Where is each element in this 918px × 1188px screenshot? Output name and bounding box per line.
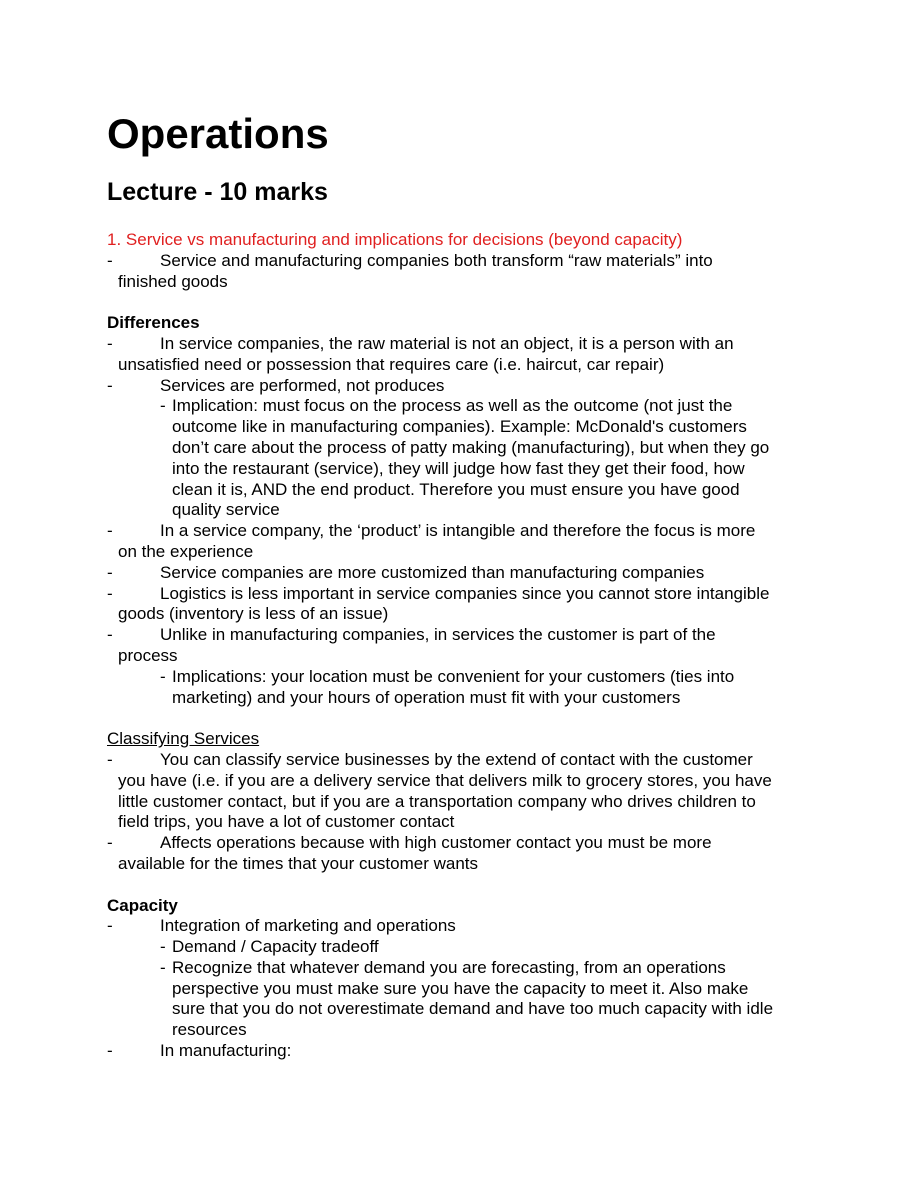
text-line: sure that you do not overestimate demand and have too much capacity with idle [172,999,774,1019]
sub-bullet-item [107,937,812,958]
bullet-dash: - [107,375,113,395]
text-line: Implications: your location must be convenient for your customers (ties into [172,666,735,686]
bullet-item [107,1041,812,1062]
bullet-text: Services are performed, not produces [160,375,445,395]
document-subtitle: Lecture - 10 marks [107,178,328,206]
blank-line [107,292,812,313]
bullet-item [107,584,812,605]
text-line: Recognize that whatever demand you are forecasting, from an operations [172,957,726,977]
bullet-item [107,833,812,854]
text-line: into the restaurant (service), they will judge how fast they get their food, how [172,458,745,478]
bullet-continuation: field trips, you have a lot of customer contact [118,812,455,832]
bullet-continuation: finished goods [118,271,228,291]
text-line: clean it is, AND the end product. Therefore you must ensure you have good [172,479,740,499]
bullet-dash: - [107,583,113,603]
document-body [107,230,812,1062]
bullet-text: You can classify service businesses by the extend of contact with the customer [160,749,753,769]
bullet-text: Affects operations because with high customer contact you must be more [160,833,712,853]
bullet-dash: - [107,250,113,270]
bullet-dash: - [107,833,113,853]
sub-bullet-item [107,667,812,709]
bullet-dash: - [107,333,113,353]
bullet-text: Service and manufacturing companies both transform “raw materials” into [160,250,713,270]
bullet-text: Unlike in manufacturing companies, in services the customer is part of the [160,625,716,645]
document-title: Operations [107,110,329,157]
text-line: don’t care about the process of patty making (manufacturing), but when they go [172,437,770,457]
sub-bullet-dash: - [160,666,166,686]
classifying-heading: Classifying Services [107,729,260,749]
text-line: quality service [172,500,280,520]
bullet-item [107,916,812,937]
bullet-continuation: process [118,645,178,665]
bullet-continuation: you have (i.e. if you are a delivery service that delivers milk to grocery stores, you have [118,770,772,790]
bullet-item [107,376,812,397]
text-line: resources [172,1020,247,1040]
sub-bullet-text: Demand / Capacity tradeoff [172,937,379,957]
sub-bullet-item [107,396,812,521]
bullet-continuation: unsatisfied need or possession that requires care (i.e. haircut, car repair) [118,354,665,374]
sub-bullet-dash: - [160,937,166,957]
sub-bullet-text [172,667,812,709]
bullet-text: Service companies are more customized than manufacturing companies [160,562,705,582]
bullet-dash: - [107,1041,113,1061]
bullet-continuation: goods (inventory is less of an issue) [118,604,389,624]
section-1-heading: 1. Service vs manufacturing and implications for decisions (beyond capacity) [107,230,683,249]
bullet-item [107,521,812,542]
bullet-dash: - [107,749,113,769]
bullet-item [107,251,812,272]
bullet-continuation: little customer contact, but if you are a transportation company who drives children to [118,791,756,811]
bullet-text: In service companies, the raw material is not an object, it is a person with an [160,333,734,353]
bullet-item [107,625,812,646]
bullet-text: In manufacturing: [160,1041,292,1061]
sub-bullet-text [172,958,812,1041]
differences-heading: Differences [107,313,200,333]
bullet-dash: - [107,916,113,936]
sub-bullet-item [107,958,812,1041]
text-line: marketing) and your hours of operation must fit with your customers [172,687,681,707]
bullet-continuation: on the experience [118,541,254,561]
bullet-item [107,750,812,771]
bullet-text: Logistics is less important in service companies since you cannot store intangible [160,583,770,603]
text-line: Implication: must focus on the process as well as the outcome (not just the [172,396,733,416]
bullet-item [107,563,812,584]
bullet-text: In a service company, the ‘product’ is intangible and therefore the focus is more [160,521,756,541]
bullet-continuation: available for the times that your customer wants [118,853,478,873]
bullet-dash: - [107,625,113,645]
capacity-heading: Capacity [107,895,178,915]
sub-bullet-text [172,396,812,521]
bullet-item [107,334,812,355]
bullet-dash: - [107,521,113,541]
bullet-dash: - [107,562,113,582]
blank-line [107,708,812,729]
bullet-text: Integration of marketing and operations [160,916,456,936]
text-line: outcome like in manufacturing companies). Example: McDonald's customers [172,417,747,437]
sub-bullet-dash: - [160,396,166,416]
sub-bullet-dash: - [160,957,166,977]
text-line: perspective you must make sure you have the capacity to meet it. Also make [172,978,749,998]
blank-line [107,875,812,896]
